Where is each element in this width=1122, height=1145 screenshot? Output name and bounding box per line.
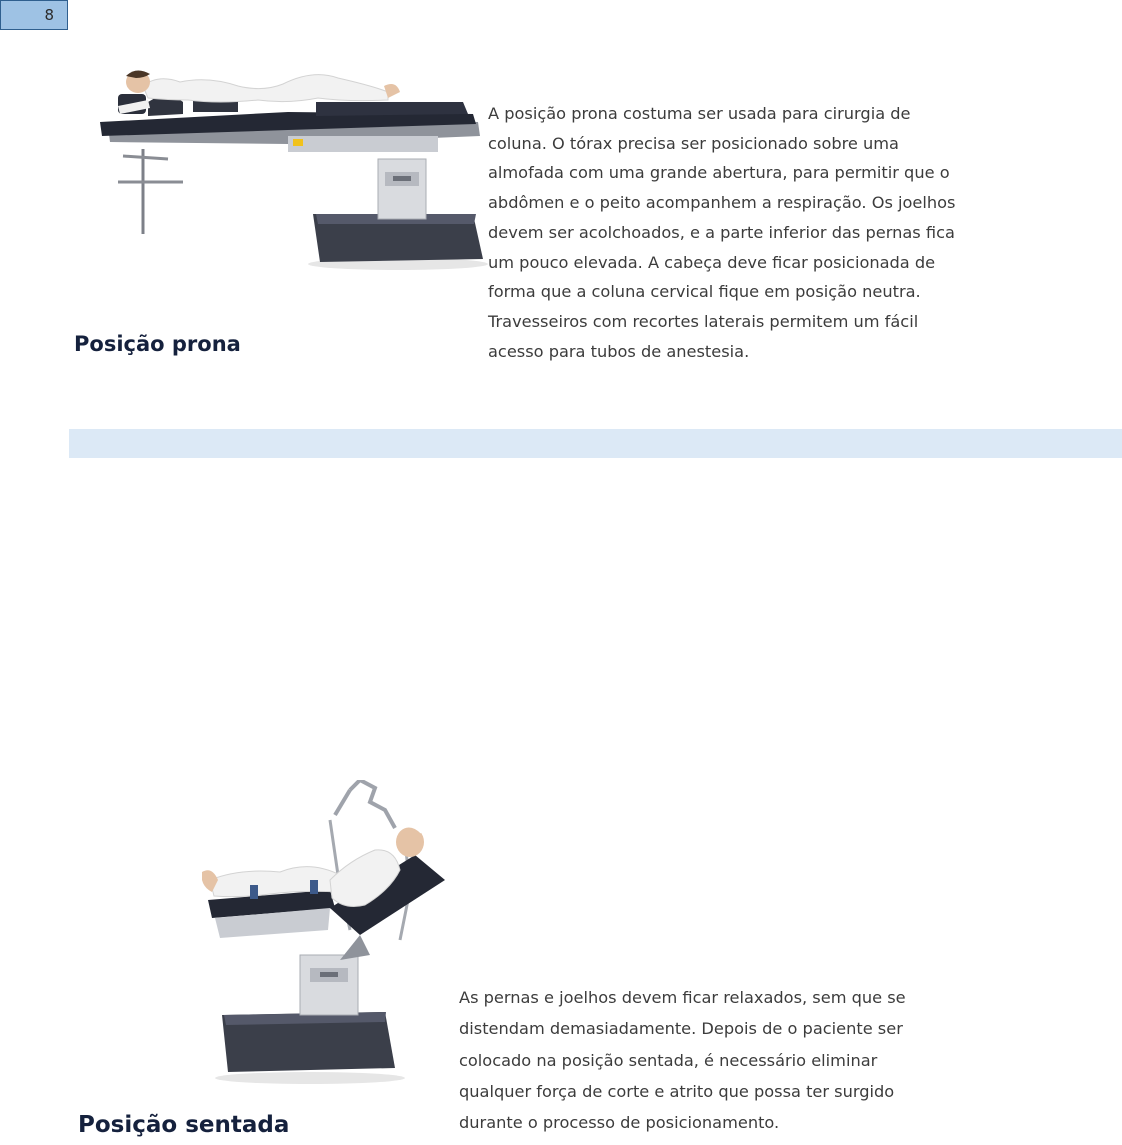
paragraph-line: acesso para tubos de anestesia. xyxy=(488,341,750,361)
section-title-prona: Posição prona xyxy=(74,332,241,356)
page-number-badge: 8 xyxy=(0,0,68,30)
sitting-position-table-illustration xyxy=(200,780,450,1085)
paragraph-line: devem ser acolchoados, e a parte inferior das pernas fica xyxy=(488,222,955,242)
paragraph-sentada xyxy=(459,982,906,1138)
paragraph-line: forma que a coluna cervical fique em posição neutra. xyxy=(488,282,921,302)
paragraph-prona xyxy=(488,99,955,366)
paragraph-line: almofada com uma grande abertura, para permitir que o xyxy=(488,163,950,183)
paragraph-line: abdômen e o peito acompanhem a respiração. Os joelhos xyxy=(488,193,956,213)
prone-position-table-illustration xyxy=(88,64,488,274)
paragraph-line: Travesseiros com recortes laterais permitem um fácil xyxy=(488,311,919,331)
section-divider-band xyxy=(69,429,1122,458)
paragraph-line: distendam demasiadamente. Depois de o paciente ser xyxy=(459,1019,903,1039)
paragraph-line: um pouco elevada. A cabeça deve ficar posicionada de xyxy=(488,252,936,272)
section-title-sentada: Posição sentada xyxy=(78,1112,290,1138)
paragraph-line: As pernas e joelhos devem ficar relaxados, sem que se xyxy=(459,988,906,1007)
paragraph-line: durante o processo de posicionamento. xyxy=(459,1113,780,1133)
paragraph-line: qualquer força de corte e atrito que possa ter surgido xyxy=(459,1081,895,1101)
paragraph-line: A posição prona costuma ser usada para cirurgia de xyxy=(488,104,911,123)
paragraph-line: coluna. O tórax precisa ser posicionado sobre uma xyxy=(488,133,899,153)
paragraph-line: colocado na posição sentada, é necessário eliminar xyxy=(459,1050,878,1070)
